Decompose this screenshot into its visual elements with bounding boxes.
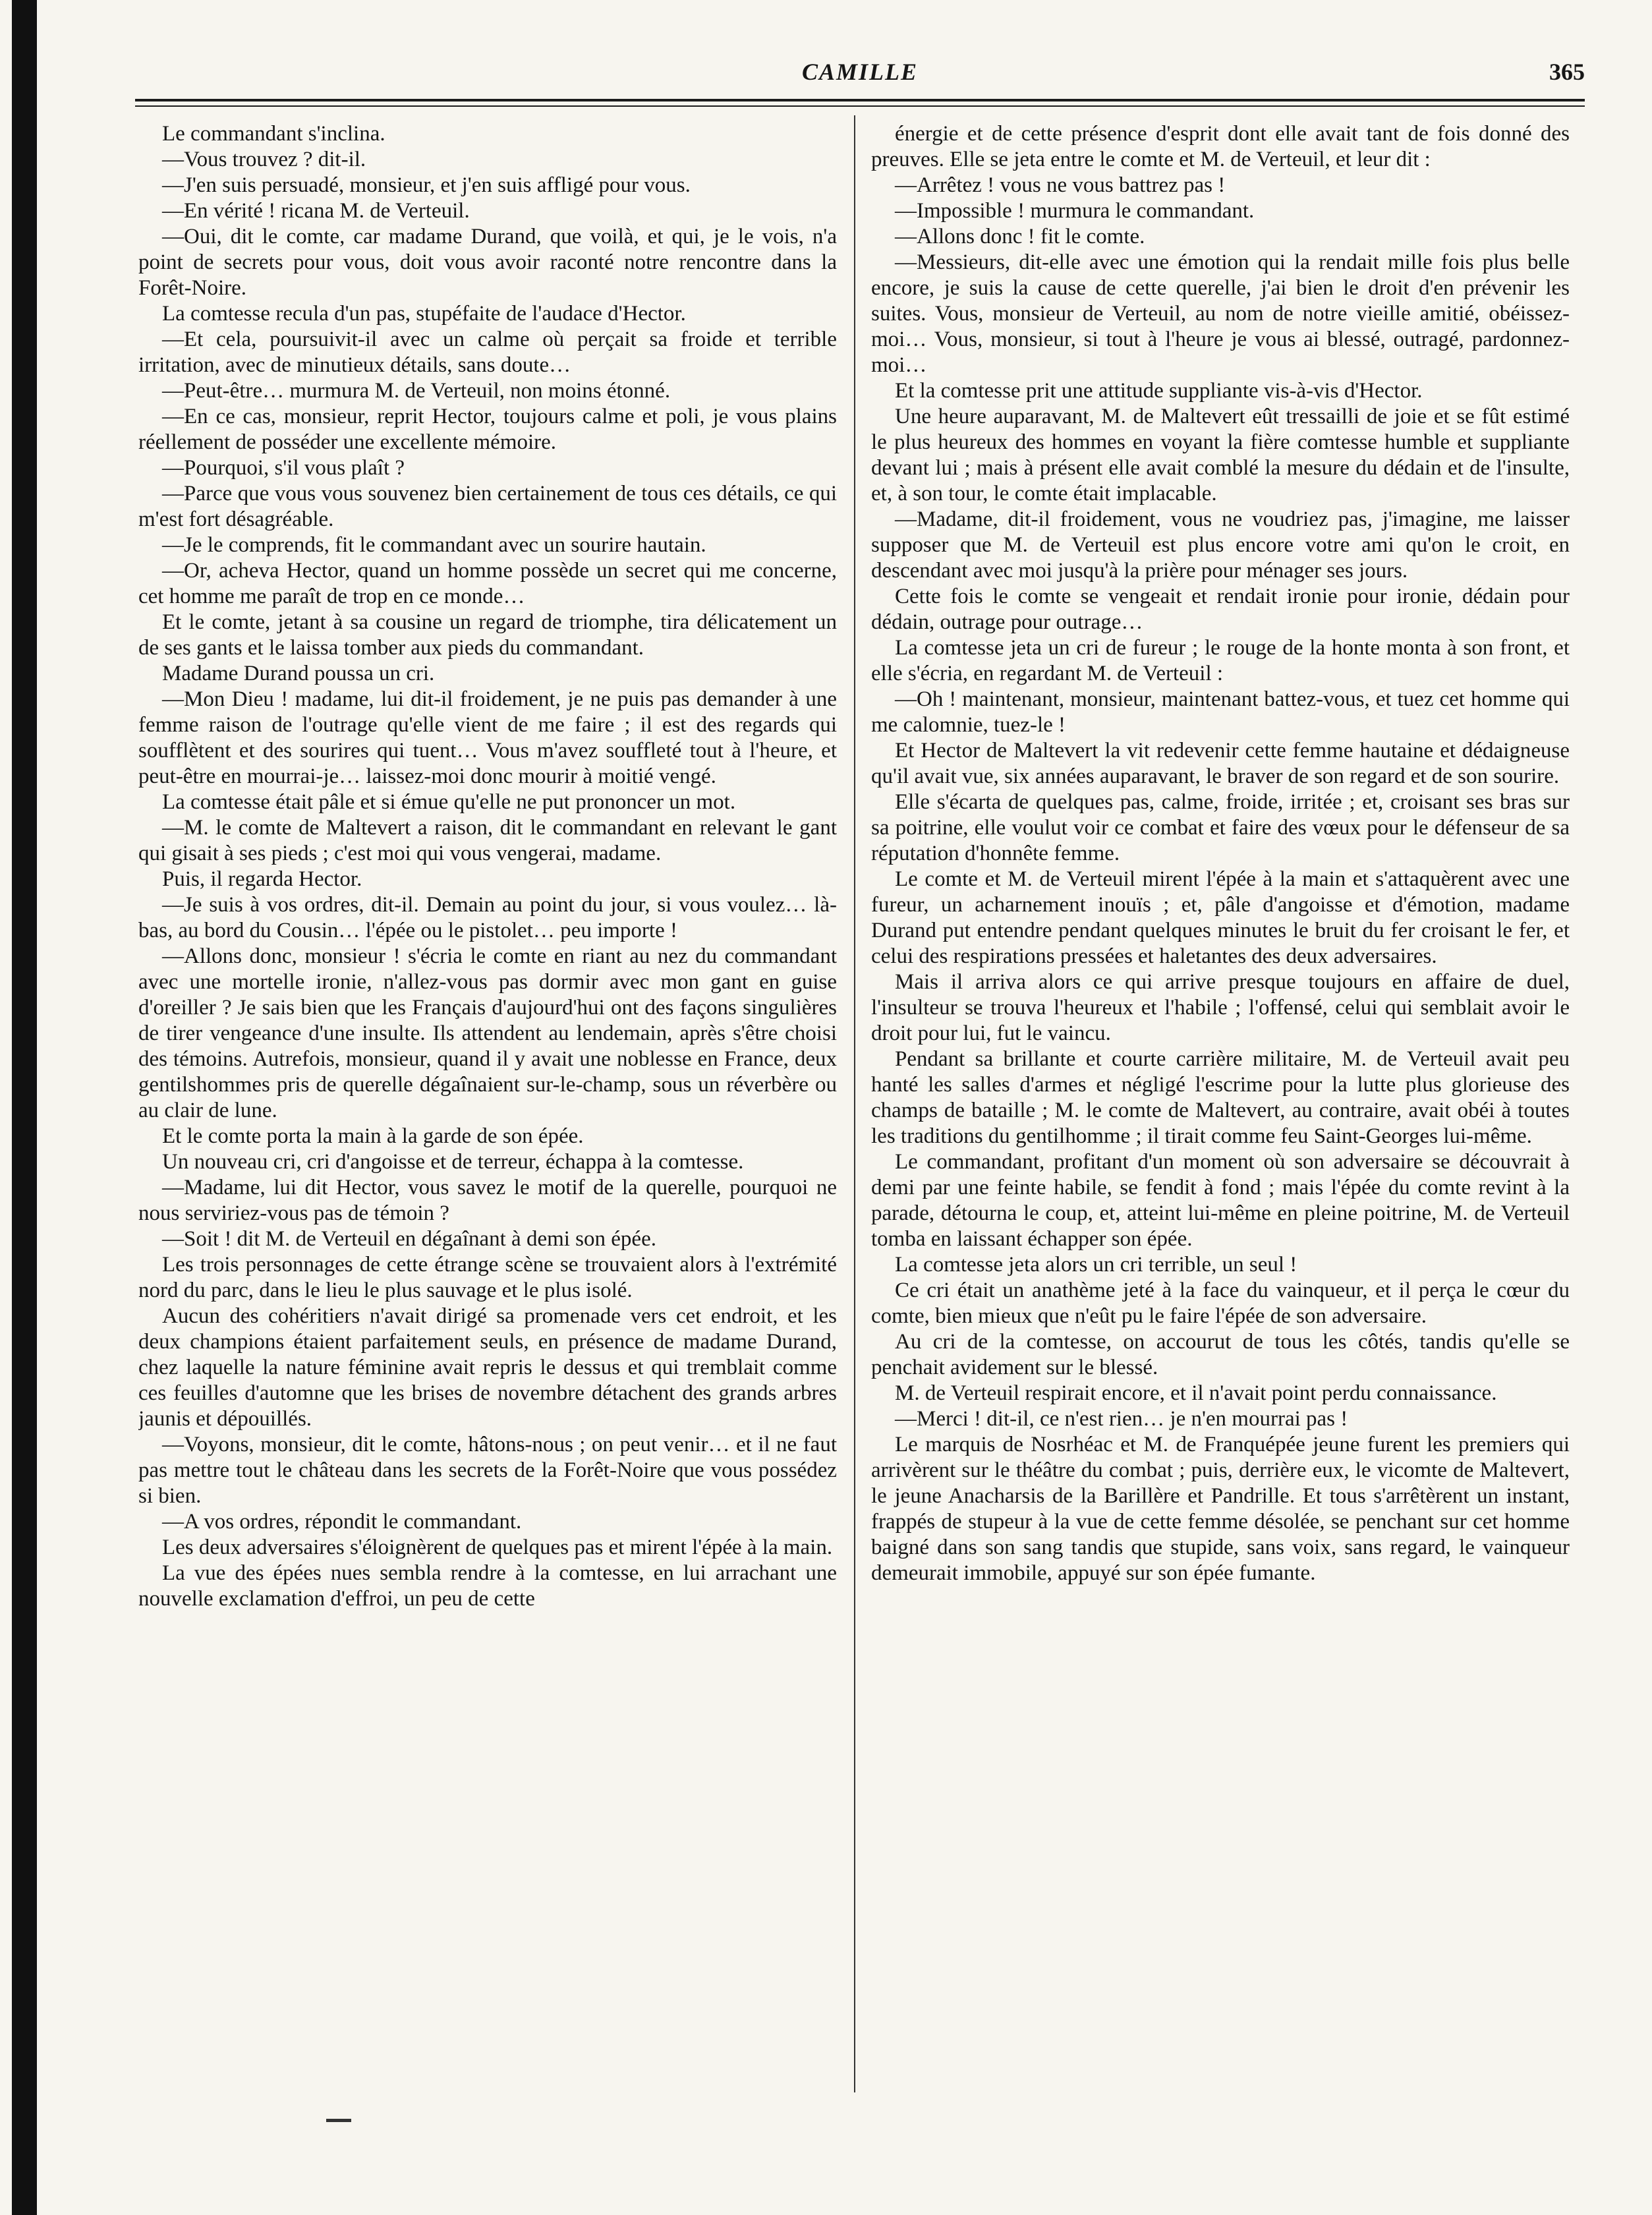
paragraph: Aucun des cohéritiers n'avait dirigé sa promenade vers cet endroit, et les deux champions étaient parfaitement seuls, en présence de madame Durand, chez laquelle la nature féminine avait repris le dessus et qui tremblait comme ces feuilles d'automne que les brises de novembre détachent des grands arbres jaunis et dépouillés. [138, 1304, 837, 1431]
running-title: CAMILLE [801, 59, 919, 85]
paragraph: —J'en suis persuadé, monsieur, et j'en suis affligé pour vous. [162, 173, 691, 197]
paragraph: Le marquis de Nosrhéac et M. de Franquépée jeune furent les premiers qui arrivèrent sur le théâtre du combat ; puis, derrière eux, le vicomte de Maltevert, le jeune Anacharsis de la Barillère et Pandrille. Et tous s'arrêtèrent un instant, frappés de stupeur à la vue de cette femme désolée, se penchant sur cet homme baigné dans son sang tandis que stupide, sans voix, sans regard, le vainqueur demeurait immobile, appuyé sur son épée fumante. [871, 1433, 1570, 1585]
paragraph: La vue des épées nues sembla rendre à la comtesse, en lui arrachant une nouvelle exclamation d'effroi, un peu de cette [138, 1561, 837, 1611]
paragraph: —Messieurs, dit-elle avec une émotion qui la rendait mille fois plus belle encore, je suis la cause de cette querelle, j'ai bien le droit d'en prévenir les suites. Vous, monsieur de Verteuil, au nom de notre vieille amitié, obéissez-moi… Vous, monsieur, si tout à l'heure je vous ai blessé, outragé, pardonnez-moi… [871, 250, 1570, 377]
right-text-column [871, 121, 1570, 2098]
page-header [135, 58, 1585, 98]
paragraph: Elle s'écarta de quelques pas, calme, froide, irritée ; et, croisant ses bras sur sa poitrine, elle voulut voir ce combat et faire des vœux pour le défenseur de sa réputation d'honnête femme. [871, 790, 1570, 865]
header-rule-thin [135, 105, 1585, 107]
paragraph: Cette fois le comte se vengeait et rendait ironie pour ironie, dédain pour dédain, outrage pour outrage… [871, 585, 1570, 634]
paragraph: Et Hector de Maltevert la vit redevenir cette femme hautaine et dédaigneuse qu'il avait vue, six années auparavant, le braver de son regard et de son sourire. [871, 739, 1570, 788]
paragraph: —En vérité ! ricana M. de Verteuil. [162, 199, 470, 223]
paragraph: La comtesse jeta un cri de fureur ; le rouge de la honte monta à son front, et elle s'écria, en regardant M. de Verteuil : [871, 636, 1570, 685]
column-divider [854, 115, 855, 2092]
paragraph: —Allons donc, monsieur ! s'écria le comte en riant au nez du commandant avec une mortelle ironie, n'allez-vous pas dormir avec mon gant en guise d'oreiller ? Je sais bien que les Français d'aujourd'hui ont des façons singulières de tirer vengeance d'une insulte. Ils attendent au lendemain, après s'être choisi des témoins. Autrefois, monsieur, quand il y avait une noblesse en France, deux gentilshommes pris de querelle dégaînaient sur-le-champ, sous un réverbère ou au clair de lune. [138, 944, 837, 1122]
paragraph: La comtesse recula d'un pas, stupéfaite de l'audace d'Hector. [162, 302, 686, 326]
left-text-column [138, 121, 837, 2098]
paragraph: —Peut-être… murmura M. de Verteuil, non moins étonné. [162, 379, 671, 403]
paragraph: —Je le comprends, fit le commandant avec un sourire hautain. [162, 533, 706, 557]
paragraph: Puis, il regarda Hector. [162, 867, 362, 891]
paragraph: —Arrêtez ! vous ne vous battrez pas ! [895, 173, 1226, 197]
header-rule-thick [135, 99, 1585, 101]
paragraph: —Or, acheva Hector, quand un homme possède un secret qui me concerne, cet homme me paraît de trop en ce monde… [138, 559, 837, 608]
paragraph: La comtesse jeta alors un cri terrible, un seul ! [895, 1253, 1297, 1277]
paragraph: Le commandant s'inclina. [162, 122, 385, 146]
paragraph: —A vos ordres, répondit le commandant. [162, 1510, 522, 1534]
paragraph: Mais il arriva alors ce qui arrive presque toujours en affaire de duel, l'insulteur se trouva l'heureux et l'habile ; l'offensé, celui qui semblait avoir le droit pour lui, fut le vaincu. [871, 970, 1570, 1045]
footer-mark [326, 2119, 351, 2122]
paragraph: Les deux adversaires s'éloignèrent de quelques pas et mirent l'épée à la main. [162, 1536, 833, 1559]
paragraph: Et le comte, jetant à sa cousine un regard de triomphe, tira délicatement un de ses gants et le laissa tomber aux pieds du commandant. [138, 610, 837, 660]
paragraph: Au cri de la comtesse, on accourut de tous les côtés, tandis qu'elle se penchait avidement sur le blessé. [871, 1330, 1570, 1379]
paragraph: —Madame, lui dit Hector, vous savez le motif de la querelle, pourquoi ne nous serviriez-vous pas de témoin ? [138, 1176, 837, 1225]
paragraph: Ce cri était un anathème jeté à la face du vainqueur, et il perça le cœur du comte, bien mieux que n'eût pu le faire l'épée de son adversaire. [871, 1279, 1570, 1328]
paragraph: —Mon Dieu ! madame, lui dit-il froidement, je ne puis pas demander à une femme raison de l'outrage qu'elle vient de me faire ; il est des regards qui soufflètent et des sourires qui tuent… Vous m'avez souffleté tout à l'heure, et peut-être en mourrai-je… laissez-moi donc mourir à moitié vengé. [138, 687, 837, 788]
paragraph: Pendant sa brillante et courte carrière militaire, M. de Verteuil avait peu hanté les salles d'armes et négligé l'escrime pour la lutte plus glorieuse des champs de bataille ; M. le comte de Maltevert, au contraire, avait obéi à toutes les traditions du gentilhomme ; il tirait comme feu Saint-Georges lui-même. [871, 1047, 1570, 1148]
paragraph: énergie et de cette présence d'esprit dont elle avait tant de fois donné des preuves. Elle se jeta entre le comte et M. de Verteuil, et leur dit : [871, 122, 1570, 171]
paragraph: —Merci ! dit-il, ce n'est rien… je n'en mourrai pas ! [895, 1407, 1348, 1431]
paragraph: M. de Verteuil respirait encore, et il n'avait point perdu connaissance. [895, 1381, 1497, 1405]
paragraph: La comtesse était pâle et si émue qu'elle ne put prononcer un mot. [162, 790, 736, 814]
paragraph: —Et cela, poursuivit-il avec un calme où perçait sa froide et terrible irritation, avec de minutieux détails, sans doute… [138, 328, 837, 377]
paragraph: Et la comtesse prit une attitude suppliante vis-à-vis d'Hector. [895, 379, 1423, 403]
paragraph: —En ce cas, monsieur, reprit Hector, toujours calme et poli, je vous plains réellement de posséder une excellente mémoire. [138, 405, 837, 454]
paragraph: Le comte et M. de Verteuil mirent l'épée à la main et s'attaquèrent avec une fureur, un acharnement inouïs ; et, pâle d'angoisse et d'émotion, madame Durand put entendre pendant quelques minutes le bruit du fer croisant le fer, et celui des respirations pressées et haletantes des deux adversaires. [871, 867, 1570, 968]
paragraph: —Vous trouvez ? dit-il. [162, 148, 366, 171]
paragraph: —Impossible ! murmura le commandant. [895, 199, 1255, 223]
paragraph: Les trois personnages de cette étrange scène se trouvaient alors à l'extrémité nord du parc, dans le lieu le plus sauvage et le plus isolé. [138, 1253, 837, 1302]
paragraph: —Madame, dit-il froidement, vous ne voudriez pas, j'imagine, me laisser supposer que M. de Verteuil est plus encore votre ami qu'on le croit, en descendant avec moi jusqu'à la prière pour ménager ses jours. [871, 507, 1570, 583]
paragraph: —Pourquoi, s'il vous plaît ? [162, 456, 405, 480]
paragraph: —Voyons, monsieur, dit le comte, hâtons-nous ; on peut venir… et il ne faut pas mettre tout le château dans les secrets de la Forêt-Noire que vous possédez si bien. [138, 1433, 837, 1508]
paragraph: —Parce que vous vous souvenez bien certainement de tous ces détails, ce qui m'est fort désagréable. [138, 482, 837, 531]
paragraph: —Oui, dit le comte, car madame Durand, que voilà, et qui, je le vois, n'a point de secrets pour vous, doit vous avoir raconté notre rencontre dans la Forêt-Noire. [138, 225, 837, 300]
paragraph: Et le comte porta la main à la garde de son épée. [162, 1124, 584, 1148]
paragraph: Un nouveau cri, cri d'angoisse et de terreur, échappa à la comtesse. [162, 1150, 744, 1174]
paragraph: Une heure auparavant, M. de Maltevert eût tressailli de joie et se fût estimé le plus heureux des hommes en voyant la fière comtesse humble et suppliante devant lui ; mais à présent elle avait comblé la mesure du dédain et de l'insulte, et, à son tour, le comte était implacable. [871, 405, 1570, 505]
paragraph: —Allons donc ! fit le comte. [895, 225, 1145, 248]
paragraph: —Soit ! dit M. de Verteuil en dégaînant à demi son épée. [162, 1227, 656, 1251]
paragraph: Le commandant, profitant d'un moment où son adversaire se découvrait à demi par une feinte habile, se fendit à fond ; mais l'épée du comte revint à la parade, détourna le coup, et, atteint lui-même en pleine poitrine, M. de Verteuil tomba en laissant échapper son épée. [871, 1150, 1570, 1251]
paragraph: Madame Durand poussa un cri. [162, 662, 435, 685]
page-number: 365 [1549, 59, 1585, 85]
paragraph: —M. le comte de Maltevert a raison, dit le commandant en relevant le gant qui gisait à ses pieds ; c'est moi qui vous vengerai, madame. [138, 816, 837, 865]
page-binding-edge [12, 0, 37, 2215]
paragraph: —Oh ! maintenant, monsieur, maintenant battez-vous, et tuez cet homme qui me calomnie, tuez-le ! [871, 687, 1570, 737]
paragraph: —Je suis à vos ordres, dit-il. Demain au point du jour, si vous voulez… là-bas, au bord du Cousin… l'épée ou le pistolet… peu importe ! [138, 893, 837, 942]
